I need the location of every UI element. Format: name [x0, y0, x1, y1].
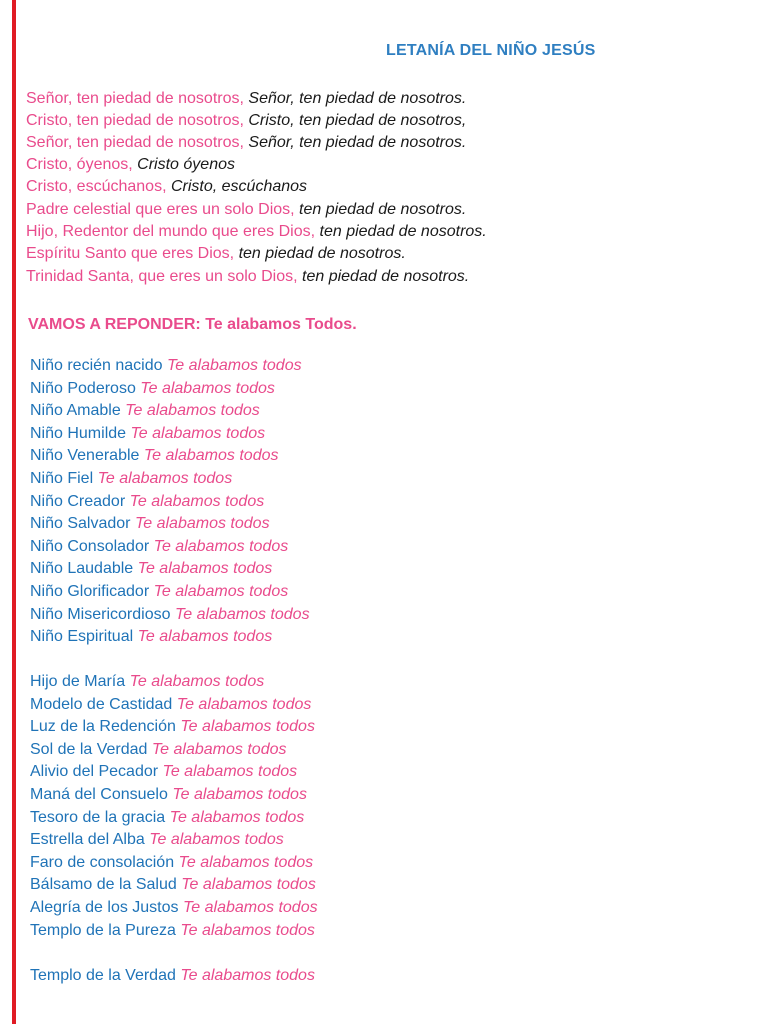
litany-line — [30, 809, 304, 827]
litany-invocation: Niño Consolador — [30, 537, 150, 555]
litany-response: Te alabamos todos — [172, 786, 307, 803]
left-red-rule — [12, 0, 16, 1024]
litany-response: Te alabamos todos — [134, 515, 270, 533]
litany-line — [30, 696, 311, 714]
litany-response: Te alabamos todos — [129, 492, 265, 510]
litany-response: Te alabamos todos — [180, 967, 315, 984]
litany-invocation: Niño Fiel — [30, 470, 94, 487]
litany-response: Te alabamos todos — [140, 379, 275, 397]
invocation-call: Espíritu Santo que eres Dios, — [26, 245, 235, 262]
opening-line — [26, 223, 487, 241]
litany-response: Te alabamos todos — [97, 470, 233, 487]
invocation-response: ten piedad de nosotros. — [238, 245, 406, 262]
litany-line — [30, 763, 297, 781]
litany-line — [30, 380, 275, 398]
litany-invocation: Alegría de los Justos — [30, 899, 179, 916]
invocation-call: Señor, ten piedad de nosotros, — [26, 134, 244, 151]
litany-invocation: Luz de la Redención — [30, 718, 176, 736]
litany-line — [30, 538, 288, 556]
litany-response: Te alabamos todos — [166, 357, 302, 374]
litany-response: Te alabamos todos — [130, 424, 266, 442]
litany-line — [30, 583, 288, 601]
litany-line — [30, 560, 272, 578]
litany-line — [30, 876, 316, 894]
litany-line — [30, 899, 318, 917]
litany-response: Te alabamos todos — [182, 899, 318, 916]
litany-invocation: Bálsamo de la Salud — [30, 876, 177, 894]
litany-line — [30, 786, 307, 804]
litany-line — [30, 515, 270, 533]
invocation-response: Señor, ten piedad de nosotros. — [248, 90, 467, 107]
litany-invocation: Hijo de María — [30, 673, 126, 690]
litany-line — [30, 718, 315, 736]
litany-invocation: Niño Glorificador — [30, 583, 150, 600]
invocation-call: Cristo, ten piedad de nosotros, — [26, 112, 244, 129]
response-instruction: VAMOS A REPONDER: Te alabamos Todos. — [28, 316, 357, 333]
litany-response: Te alabamos todos — [153, 537, 289, 555]
litany-line — [30, 967, 315, 985]
litany-invocation: Modelo de Castidad — [30, 695, 173, 713]
litany-response: Te alabamos todos — [162, 763, 298, 781]
litany-response: Te alabamos todos — [125, 402, 260, 420]
invocation-response: ten piedad de nosotros. — [302, 268, 470, 285]
litany-invocation: Sol de la Verdad — [30, 740, 148, 758]
litany-response: Te alabamos todos — [143, 447, 279, 465]
litany-response: Te alabamos todos — [137, 628, 273, 646]
litany-line — [30, 831, 284, 849]
litany-response: Te alabamos todos — [137, 560, 273, 578]
litany-line — [30, 628, 272, 646]
opening-line — [26, 268, 469, 286]
litany-response: Te alabamos todos — [129, 673, 265, 690]
litany-response: Te alabamos todos — [174, 605, 310, 623]
litany-invocation: Templo de la Verdad — [30, 967, 176, 984]
invocation-response: Cristo, escúchanos — [170, 178, 308, 195]
opening-line — [26, 156, 235, 174]
litany-line — [30, 673, 264, 691]
litany-invocation: Niño Poderoso — [30, 379, 136, 397]
litany-response: Te alabamos todos — [169, 808, 305, 826]
litany-invocation: Templo de la Pureza — [30, 921, 176, 939]
opening-line — [26, 178, 307, 196]
litany-invocation: Niño Misericordioso — [30, 605, 171, 623]
document-title: LETANÍA DEL NIÑO JESÚS — [386, 42, 596, 59]
invocation-call: Hijo, Redentor del mundo que eres Dios, — [26, 223, 316, 240]
litany-invocation: Niño Amable — [30, 402, 121, 420]
opening-line — [26, 134, 466, 152]
litany-line — [30, 425, 265, 443]
invocation-response: Cristo, ten piedad de nosotros, — [248, 112, 467, 129]
invocation-response: ten piedad de nosotros. — [319, 223, 487, 240]
litany-response: Te alabamos todos — [151, 740, 287, 758]
litany-line — [30, 470, 232, 488]
litany-line — [30, 854, 313, 872]
opening-line — [26, 201, 466, 219]
litany-line — [30, 606, 310, 624]
litany-invocation: Niño Creador — [30, 492, 126, 510]
opening-line — [26, 112, 466, 130]
litany-invocation: Faro de consolación — [30, 853, 175, 871]
litany-invocation: Niño recién nacido — [30, 357, 163, 374]
litany-line — [30, 493, 264, 511]
invocation-response: Cristo óyenos — [137, 156, 235, 173]
invocation-call: Padre celestial que eres un solo Dios, — [26, 201, 295, 218]
litany-invocation: Niño Salvador — [30, 515, 131, 533]
litany-invocation: Niño Espiritual — [30, 628, 134, 646]
litany-line — [30, 922, 315, 940]
litany-response: Te alabamos todos — [149, 831, 284, 849]
litany-invocation: Tesoro de la gracia — [30, 808, 166, 826]
invocation-call: Cristo, óyenos, — [26, 156, 133, 173]
litany-line — [30, 447, 278, 465]
litany-invocation: Niño Venerable — [30, 447, 140, 465]
invocation-call: Trinidad Santa, que eres un solo Dios, — [26, 268, 298, 285]
document-page — [24, 0, 744, 1024]
litany-response: Te alabamos todos — [181, 876, 316, 894]
opening-line — [26, 90, 466, 108]
invocation-call: Cristo, escúchanos, — [26, 178, 167, 195]
litany-line — [30, 357, 302, 375]
litany-response: Te alabamos todos — [180, 718, 315, 736]
litany-invocation: Estrella del Alba — [30, 831, 145, 849]
litany-response: Te alabamos todos — [153, 583, 289, 600]
invocation-call: Señor, ten piedad de nosotros, — [26, 90, 244, 107]
litany-invocation: Niño Humilde — [30, 424, 127, 442]
opening-line — [26, 245, 406, 263]
litany-line — [30, 741, 286, 759]
litany-invocation: Niño Laudable — [30, 560, 134, 578]
invocation-response: Señor, ten piedad de nosotros. — [248, 134, 467, 151]
litany-invocation: Alivio del Pecador — [30, 763, 159, 781]
litany-invocation: Maná del Consuelo — [30, 786, 168, 803]
invocation-response: ten piedad de nosotros. — [299, 201, 467, 218]
litany-line — [30, 402, 260, 420]
litany-response: Te alabamos todos — [176, 695, 312, 713]
litany-response: Te alabamos todos — [180, 921, 315, 939]
litany-response: Te alabamos todos — [178, 853, 314, 871]
